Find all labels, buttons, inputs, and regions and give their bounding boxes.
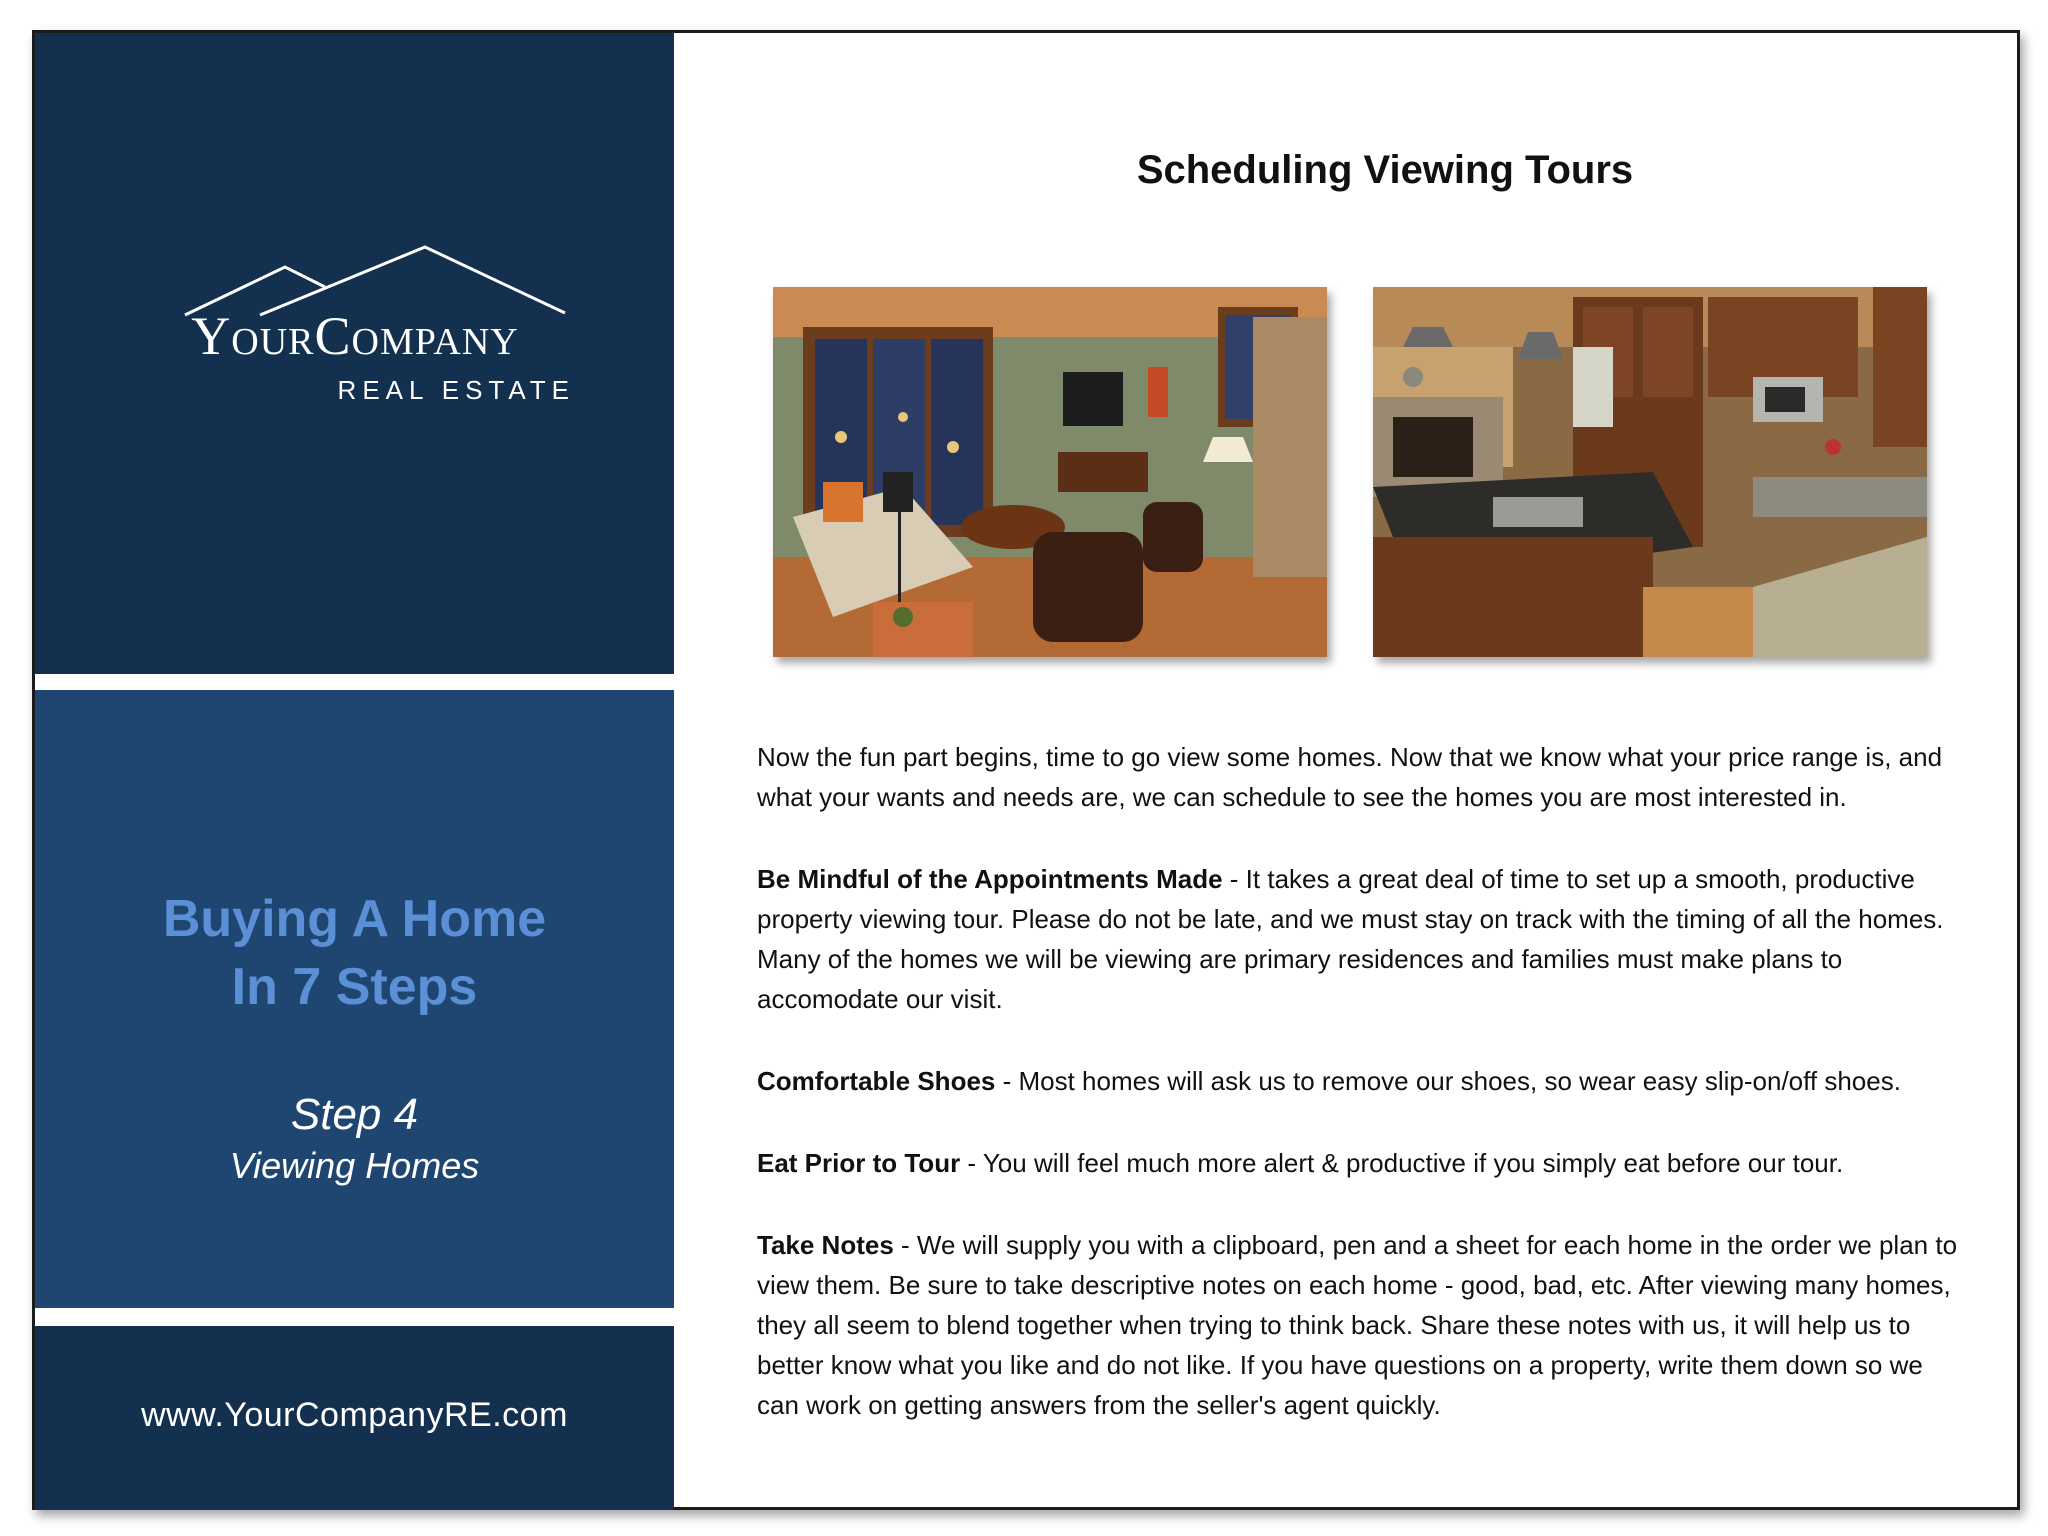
tip-text: - You will feel much more alert & productive if you simply eat before our tour. — [960, 1148, 1844, 1178]
company-name: YourCompany — [191, 306, 519, 366]
guide-title-line1: Buying A Home — [162, 890, 547, 948]
brochure-page — [32, 30, 2020, 1510]
step-number: Step 4 — [290, 1090, 419, 1139]
tip-heading: Be Mindful of the Appointments Made — [757, 864, 1223, 894]
tip-text: - We will supply you with a clipboard, pen and a sheet for each home in the order we plan to view them. Be sure to take descriptive notes on each home - good, bad, etc. After viewing many homes, they all seem to blend together when trying to think back. Share these notes with us, it will help us to better know what you like and do not like. If you have questions on a property, write them down so we can work on getting answers from the seller's agent quickly. — [757, 1230, 1958, 1420]
guide-title-line2: In 7 Steps — [231, 958, 478, 1016]
website-link[interactable]: www.YourCompanyRE.com — [141, 1396, 568, 1434]
step-name: Viewing Homes — [229, 1145, 480, 1186]
tip-heading: Comfortable Shoes — [757, 1066, 996, 1096]
body-text — [757, 737, 1967, 1467]
guide-title — [35, 885, 674, 1021]
website-panel — [35, 1326, 674, 1510]
tip-text: - It takes a great deal of time to set up a smooth, productive property viewing tour. Please do not be late, and we must stay on track with the timing of all the homes. Many of the homes we will be viewing are primary residences and families must make plans to accomodate our visit. — [757, 864, 1944, 1014]
company-logo — [125, 243, 585, 413]
tip-heading: Take Notes — [757, 1230, 894, 1260]
tip-notes — [757, 1225, 1967, 1425]
guide-panel — [35, 690, 674, 1308]
tip-appointments — [757, 859, 1967, 1019]
tip-eat — [757, 1143, 1967, 1183]
company-subtitle: REAL ESTATE — [337, 375, 575, 405]
kitchen-photo — [1373, 287, 1927, 657]
intro-paragraph: Now the fun part begins, time to go view some homes. Now that we know what your price range is, and what your wants and needs are, we can schedule to see the homes you are most interested in. — [757, 742, 1943, 812]
tip-text: - Most homes will ask us to remove our shoes, so wear easy slip-on/off shoes. — [995, 1066, 1901, 1096]
tip-shoes — [757, 1061, 1967, 1101]
living-room-photo — [773, 287, 1327, 657]
page-title: Scheduling Viewing Tours — [1136, 148, 1634, 192]
logo-panel — [35, 33, 674, 674]
sidebar — [35, 33, 674, 1507]
tip-heading: Eat Prior to Tour — [757, 1148, 961, 1178]
